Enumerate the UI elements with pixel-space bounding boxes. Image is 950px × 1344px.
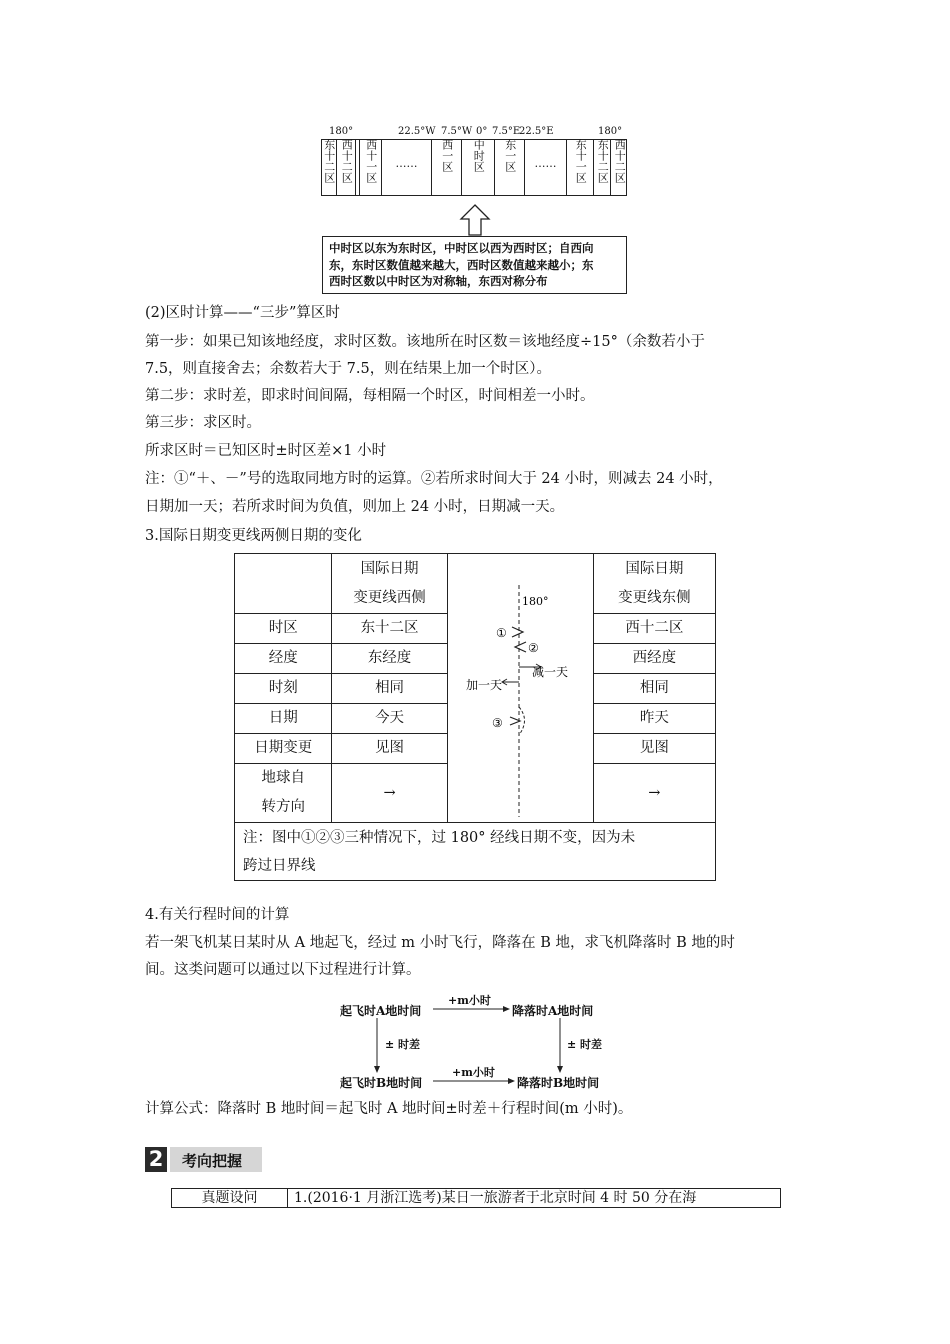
label-180-west: 180°: [329, 126, 354, 137]
flow-top-right: 降落时A地时间: [512, 1004, 594, 1018]
zone-e12-left: 东十二区: [322, 139, 336, 183]
rotation-east-arrow: →: [593, 764, 715, 823]
case1-label: ①: [495, 626, 507, 640]
case2-label: ②: [527, 641, 539, 655]
label-0: 0°: [476, 126, 488, 137]
step2: 第二步：求时差，即求时间间隔，每相隔一个时区，时间相差一小时。: [145, 388, 595, 404]
note-line: 东，东时区数值越来越大，西时区数值越来越小；东: [329, 257, 594, 272]
label-7-5e: 7.5°E: [492, 126, 521, 137]
label-7-5w: 7.5°W: [441, 126, 473, 137]
dateline-diagram: [448, 555, 593, 821]
step3: 第三步：求区时。: [145, 415, 261, 431]
flow-top-left: 起飞时A地时间: [340, 1004, 422, 1018]
zone-w11: 西十一区: [359, 139, 381, 196]
section-number-badge: 2: [145, 1147, 167, 1172]
west-value: 今天: [332, 704, 447, 734]
zone-e12-right: 东十二区: [593, 139, 610, 196]
row-label: 经度: [235, 644, 332, 674]
west-value: 东经度: [332, 644, 447, 674]
flow-left-arrow-label: ± 时差: [385, 1038, 421, 1051]
label-180-east: 180°: [598, 126, 623, 137]
note-line: 中时区以东为东时区，中时区以西为西时区；自西向: [329, 241, 594, 255]
flow-arrows: [330, 990, 620, 1090]
up-arrow-icon: [458, 203, 492, 237]
section4-line1: 若一架飞机某日某时从 A 地起飞，经过 m 小时飞行，降落在 B 地，求飞机降落时 B 地的时: [145, 935, 735, 951]
east-value: 西十二区: [593, 614, 715, 644]
flow-top-arrow-label: +m小时: [448, 994, 491, 1007]
section-heading: 4.有关行程时间的计算: [145, 907, 290, 923]
meridian-label: 180°: [521, 595, 549, 608]
flow-bottom-arrow-label: +m小时: [452, 1066, 495, 1079]
zone-w12-right: 西十二区: [610, 139, 627, 196]
case3-label: ③: [491, 716, 503, 730]
section-title: 考向把握: [182, 1152, 243, 1170]
row-label: 日期变更: [235, 734, 332, 764]
east-value: 相同: [593, 674, 715, 704]
step1-line1: 第一步：如果已知该地经度，求时区数。该地所在时区数＝该地经度÷15°（余数若小于: [145, 334, 705, 350]
flow-bottom-right: 降落时B地时间: [517, 1076, 600, 1090]
west-value: 见图: [332, 734, 447, 764]
question-text: 1.(2016·1 月浙江选考)某日一旅游者于北京时间 4 时 50 分在海: [294, 1190, 697, 1206]
row-label: 时刻: [235, 674, 332, 704]
zone-ellipsis-east: ……: [524, 139, 566, 196]
question-divider: [287, 1189, 288, 1207]
label-22-5w: 22.5°W: [398, 126, 436, 137]
flow-right-arrow-label: ± 时差: [567, 1038, 603, 1051]
zone-w1: 西一区: [431, 139, 461, 196]
west-value: 东十二区: [332, 614, 447, 644]
section4-line2: 间。这类问题可以通过以下过程进行计算。: [145, 962, 421, 978]
east-value: 见图: [593, 734, 715, 764]
timezone-note-box: [322, 236, 627, 294]
east-value: 昨天: [593, 704, 715, 734]
zone-central: 中时区: [461, 139, 494, 196]
header-east: 国际日期 变更线东侧: [593, 554, 715, 614]
rotation-west-arrow: →: [332, 764, 447, 823]
formula: 所求区时＝已知区时±时区差×1 小时: [145, 443, 387, 459]
dateline-diagram-cell: [447, 554, 593, 823]
section4-formula: 计算公式：降落时 B 地时间＝起飞时 A 地时间±时差＋行程时间(m 小时)。: [145, 1101, 633, 1117]
section-heading: (2)区时计算——“三步”算区时: [145, 305, 340, 321]
row-label: 时区: [235, 614, 332, 644]
flow-bottom-left: 起飞时B地时间: [340, 1076, 423, 1090]
plus-day-label: 加一天: [465, 678, 502, 692]
west-value: 相同: [332, 674, 447, 704]
zone-e1: 东一区: [494, 139, 524, 196]
east-value: 西经度: [593, 644, 715, 674]
question-label: 真题设问: [201, 1190, 258, 1206]
section-heading: 3.国际日期变更线两侧日期的变化: [145, 528, 362, 544]
rotation-label: 地球自 转方向: [235, 764, 332, 823]
note-line1: 注：①“＋、－”号的选取同地方时的运算。②若所求时间大于 24 小时，则减去 24 小时，: [145, 471, 723, 487]
zone-ellipsis-west: ……: [381, 139, 431, 196]
table-note: 注：图中①②③三种情况下，过 180° 经线日期不变，因为未 跨过日界线: [235, 823, 716, 881]
header-west: 国际日期 变更线西侧: [332, 554, 447, 614]
step1-line2: 7.5，则直接舍去；余数若大于 7.5，则在结果上加一个时区）。: [145, 361, 551, 377]
zone-w12-left: 西十二区: [336, 139, 355, 196]
note-line2: 日期加一天；若所求时间为负值，则加上 24 小时，日期减一天。: [145, 499, 565, 515]
question-row: [171, 1188, 781, 1208]
minus-day-label: 减一天: [531, 665, 568, 679]
note-line: 西时区数以中时区为对称轴，东西对称分布: [329, 274, 548, 288]
row-label: 日期: [235, 704, 332, 734]
header-empty: [235, 554, 332, 614]
dateline-table: [234, 553, 716, 881]
zone-e11: 东十一区: [566, 139, 593, 196]
zone-divider: [355, 139, 356, 196]
label-22-5e: 22.5°E: [519, 126, 554, 137]
